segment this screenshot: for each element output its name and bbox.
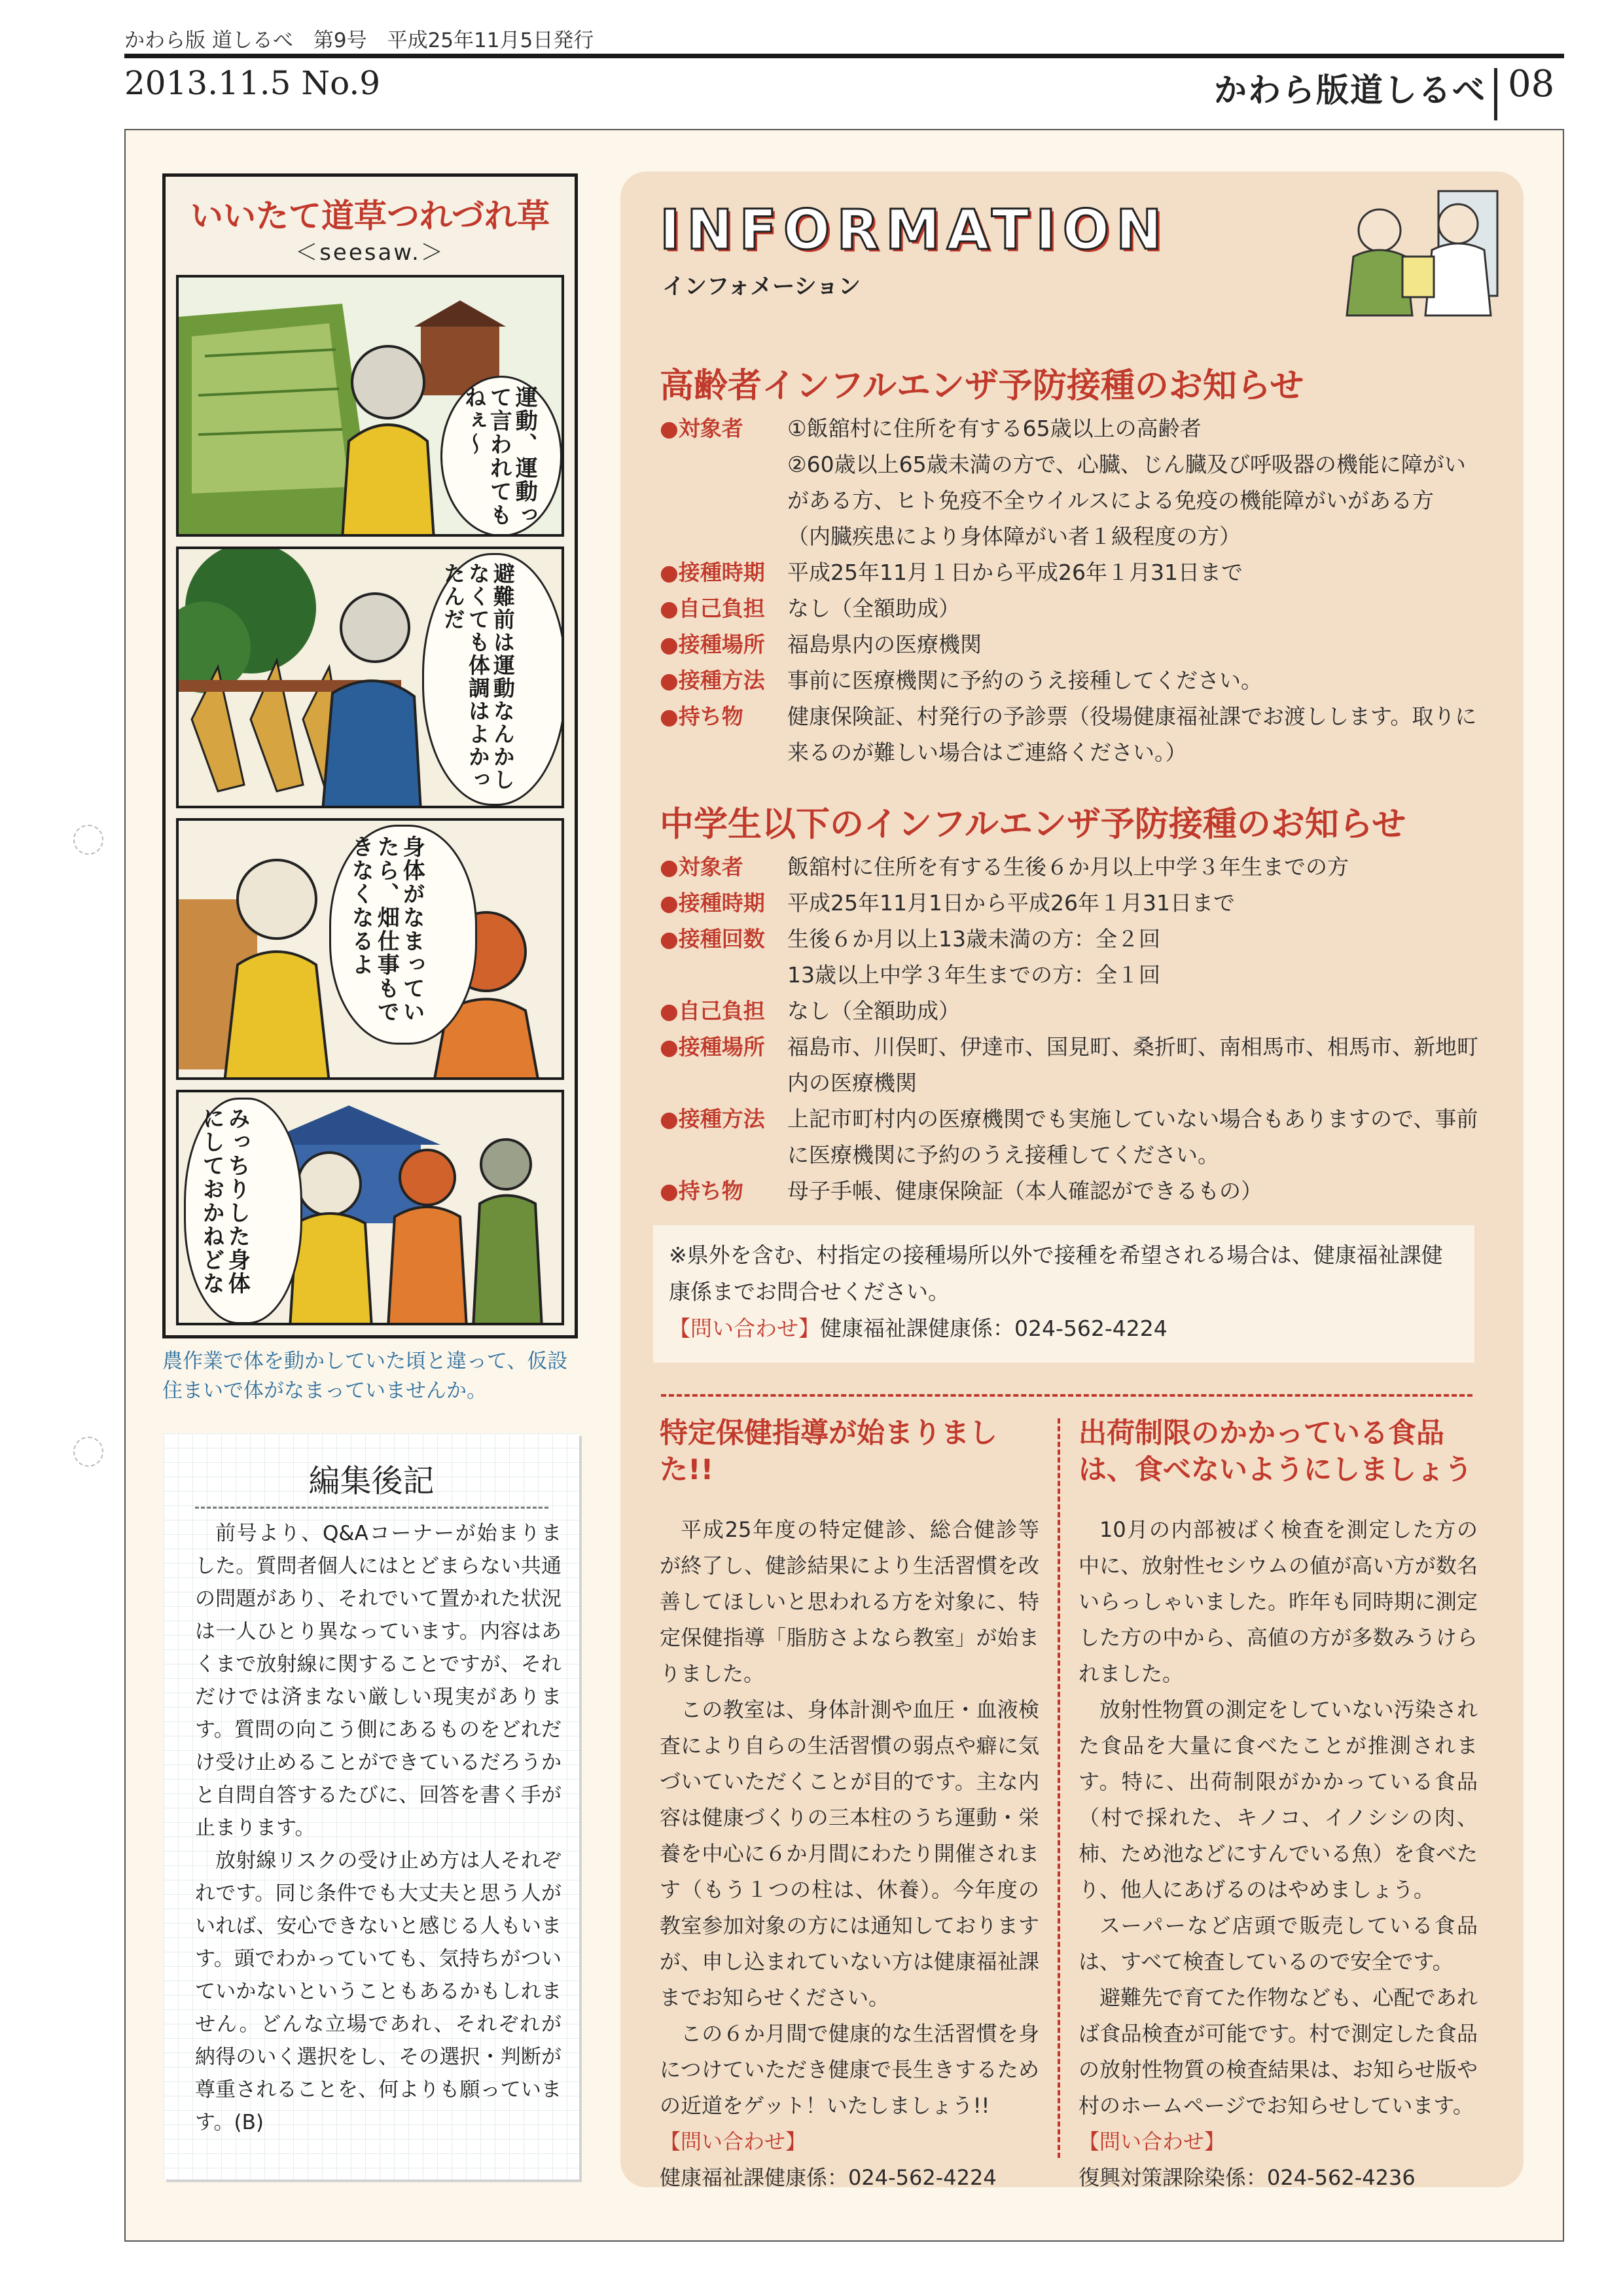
editorial-paragraph: 放射線リスクの受け止め方は人それぞれです。同じ条件でも大丈夫と思う人がいれば、安心できないと感じる人もいます。頭でわかっていても、気持ちがついていかないということもあるかもしれません。どんな立場であれ、それぞれが納得のいく選択をし、その選択・判断が尊重されることを、何よりも願っています。(B) [195, 1849, 562, 2134]
article-paragraph: スーパーなど店頭で販売している食品は、すべて検査しているので安全です。 [1079, 1913, 1478, 1974]
editorial-body [195, 1517, 562, 2139]
notice-box [653, 1225, 1474, 1363]
comic-panel-1 [176, 275, 564, 537]
comic-caption: 農作業で体を動かしていた頃と違って、仮設住まいで体がなまっていませんか。 [162, 1350, 568, 1403]
comic-author: ＜seesaw.＞ [295, 240, 445, 266]
detail-value: 福島市、川俣町、伊達市、国見町、桑折町、南相馬市、相馬市、新地町内の医療機関 [787, 1034, 1478, 1096]
detail-label: ● 接種場所 [660, 1029, 787, 1101]
issue-note: かわら版 道しるべ 第9号 平成25年11月5日発行 [124, 29, 594, 52]
inquiry-label: 【問い合わせ】 [1079, 2129, 1226, 2154]
detail-value: 平成25年11月1日から平成26年１月31日まで [787, 890, 1235, 916]
detail-label: ● 自己負担 [660, 590, 787, 626]
masthead: かわら版道しるべ [1214, 71, 1486, 109]
food-restriction-body [1079, 1512, 1478, 2196]
detail-value: 事前に医療機関に予約のうえ接種してください。 [787, 668, 1262, 693]
info-title: INFORMATION [660, 198, 1169, 262]
panel-4-dialogue: みっちりした身体にしておかねどな [198, 1107, 251, 1295]
comic-title: いいたて道草つれづれ草 [190, 197, 550, 235]
column-divider [1058, 1418, 1060, 2158]
notice-body: ※県外を含む、村指定の接種場所以外で接種を希望される場合は、健康福祉課健康係までお問合せください。 [669, 1242, 1443, 1304]
detail-row-items [660, 698, 1484, 770]
section-heading-child-vaccination: 中学生以下のインフルエンザ予防接種のお知らせ [660, 805, 1406, 844]
page-number: 08 [1508, 63, 1555, 105]
editorial-paragraph: 前号より、Q&Aコーナーが始まりました。質問者個人にはとどまらない共通の問題があり、それでいて置かれた状況は一人ひとり異なっています。内容はあくまで放射線に関することですが、それだけでは済まない厳しい現実があります。質問の向こう側にあるものをどれだけ受け止めることができているだろうかと自問自答するたびに、回答を書く手が止まります。 [195, 1522, 562, 1840]
date-issue: 2013.11.5 No.9 [124, 64, 381, 102]
detail-label: ● 接種時期 [660, 885, 787, 921]
information-panel [620, 171, 1524, 2190]
panel-1-dialogue: 運動、運動って言われてもねぇ〜 [460, 386, 538, 527]
detail-value: 健康保険証、村発行の予診票（役場健康福祉課でお渡しします。取りに来るのが難しい場合はご連絡ください。） [787, 704, 1477, 765]
health-guidance-body [660, 1512, 1039, 2196]
comic-panel-2 [176, 547, 564, 808]
article-paragraph: 10月の内部被ばく検査を測定した方の中に、放射性セシウムの値が高い方が数名いらっしゃいました。昨年も同時期に測定した方の中から、高値の方が多数みうけられました。 [1079, 1517, 1478, 1686]
detail-value: 平成25年11月１日から平成26年１月31日まで [787, 560, 1243, 585]
inquiry-contact: 健康福祉課健康係：024-562-4224 [660, 2165, 997, 2190]
detail-value: 福島県内の医療機関 [787, 632, 982, 657]
detail-value: なし（全額助成） [787, 998, 960, 1024]
detail-value: 飯舘村に住所を有する生後６か月以上中学３年生までの方 [787, 854, 1349, 880]
detail-row-period [660, 885, 1484, 921]
article-paragraph: 放射性物質の測定をしていない汚染された食品を大量に食べたことが推測されます。特に、出荷制限がかかっている食品（村で採れた、キノコ、イノシシの肉、柿、ため池などにすんでいる魚）を食べたり、他人にあげるのはやめましょう。 [1079, 1697, 1478, 1902]
detail-label: ● 接種時期 [660, 554, 787, 590]
detail-value: ②60歳以上65歳未満の方で、心臓、じん臓及び呼吸器の機能に障がいがある方、ヒト免疫不全ウイルスによる免疫の機能障がいがある方 [787, 452, 1466, 513]
detail-row-cost [660, 590, 1484, 626]
editorial-box [164, 1433, 579, 2179]
detail-row-cost [660, 993, 1484, 1029]
column-heading-health-guidance: 特定保健指導が始まりました!! [660, 1417, 997, 1486]
detail-value: なし（全額助成） [787, 596, 960, 621]
editorial-divider [195, 1507, 548, 1509]
detail-row-place [660, 626, 1484, 662]
detail-row-period [660, 554, 1484, 590]
inquiry-label: 【問い合わせ】 [669, 1316, 820, 1341]
panel-2-dialogue: 避難前は運動なんかしなくても体調はよかったんだ [440, 562, 516, 791]
detail-row-items [660, 1173, 1484, 1209]
notice-text [669, 1237, 1461, 1347]
masthead-divider [1494, 68, 1497, 120]
header-rule [124, 54, 1564, 58]
article-paragraph: 避難先で育てた作物なども、心配であれば食品検査が可能です。村で測定した食品の放射性物質の検査結果は、お知らせ版や村のホームページでお知らせしています。 [1079, 1985, 1478, 2118]
comic-panel-4 [176, 1090, 564, 1325]
detail-label: ● 持ち物 [660, 698, 787, 770]
doctor-consultation-illustration [1334, 185, 1504, 329]
detail-label: ● 自己負担 [660, 993, 787, 1029]
inquiry-contact: 復興対策課除染係：024-562-4236 [1079, 2165, 1416, 2190]
article-paragraph: 平成25年度の特定健診、総合健診等が終了し、健診結果により生活習慣を改善してほしいと思われる方を対象に、特定保健指導「脂肪さよなら教室」が始まりました。 [660, 1517, 1039, 1686]
section-heading-elderly-vaccination: 高齢者インフルエンザ予防接種のお知らせ [660, 367, 1304, 406]
panel-3-dialogue: 身体がなまっていたら、畑仕事もできなくなるよ [348, 835, 425, 1024]
editorial-title: 編集後記 [308, 1463, 435, 1499]
notice-inquiry [669, 1310, 1461, 1347]
inquiry-contact: 健康福祉課健康係：024-562-4224 [820, 1316, 1168, 1341]
comic-strip [162, 173, 578, 1338]
detail-label: ● 接種回数 [660, 921, 787, 993]
child-vaccination-details [660, 849, 1484, 1209]
article-paragraph: この教室は、身体計測や血圧・血液検査により自らの生活習慣の弱点や癖に気づいていただくことが目的です。主な内容は健康づくりの三本柱のうち運動・栄養を中心に６か月間にわたり開催されます（もう１つの柱は、休養）。今年度の教室参加対象の方には通知しておりますが、申し込まれていない方は健康福祉課までお知らせください。 [660, 1697, 1039, 2010]
column-heading-food-restriction: 出荷制限のかかっている食品は、食べないようにしましょう [1079, 1417, 1472, 1486]
detail-value: 13歳以上中学３年生までの方：全１回 [787, 962, 1160, 988]
detail-row-place [660, 1029, 1484, 1101]
detail-label: ● 接種場所 [660, 626, 787, 662]
inquiry-label: 【問い合わせ】 [660, 2129, 807, 2154]
detail-label: ● 対象者 [660, 410, 787, 554]
info-subtitle: インフォメーション [662, 274, 861, 300]
article-paragraph: この６か月間で健康的な生活習慣を身につけていただき健康で長生きするための近道をゲット！いたしましょう!! [660, 2021, 1039, 2118]
detail-value: 上記市町村内の医療機関でも実施していない場合もありますので、事前に医療機関に予約のうえ接種してください。 [787, 1106, 1478, 1168]
detail-label: ● 接種方法 [660, 662, 787, 698]
comic-panel-3 [176, 818, 564, 1080]
detail-label: ● 対象者 [660, 849, 787, 885]
punch-hole-icon [73, 825, 103, 855]
punch-hole-icon [73, 1437, 103, 1467]
detail-value: 生後６か月以上13歳未満の方：全２回 [787, 926, 1160, 952]
detail-value: （内臓疾患により身体障がい者１級程度の方） [787, 524, 1241, 549]
detail-row-target [660, 410, 1484, 554]
detail-value: 母子手帳、健康保険証（本人確認ができるもの） [787, 1178, 1262, 1204]
section-divider [661, 1394, 1472, 1397]
detail-row-count [660, 921, 1484, 993]
detail-row-target [660, 849, 1484, 885]
elderly-vaccination-details [660, 410, 1484, 770]
detail-row-method [660, 662, 1484, 698]
detail-label: ● 持ち物 [660, 1173, 787, 1209]
detail-value: ①飯舘村に住所を有する65歳以上の高齢者 [787, 416, 1202, 441]
detail-row-method [660, 1101, 1484, 1173]
detail-label: ● 接種方法 [660, 1101, 787, 1173]
